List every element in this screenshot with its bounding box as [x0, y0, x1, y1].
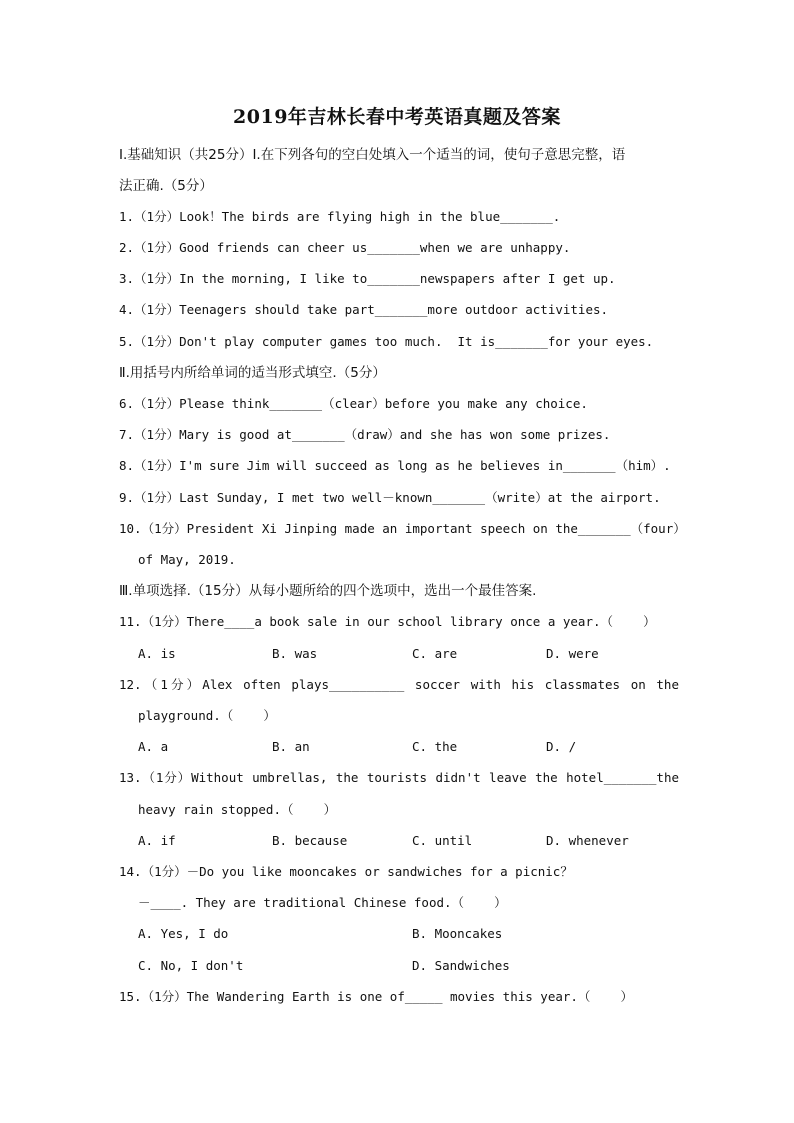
option-11a: A. is: [138, 646, 176, 661]
section1-heading-cont: 法正确.（5分）: [119, 178, 213, 194]
section2-heading: Ⅱ.用括号内所给单词的适当形式填空.（5分）: [119, 365, 386, 381]
question-14-cont: －____. They are traditional Chinese food.（ ）: [138, 895, 507, 910]
question-9: 9.（1分）Last Sunday, I met two well－known_______（write）at the airport.: [119, 490, 661, 505]
page-title: 2019年吉林长春中考英语真题及答案: [233, 106, 561, 128]
option-12d: D. /: [546, 739, 577, 754]
option-14d: D. Sandwiches: [412, 958, 510, 973]
option-12a: A. a: [138, 739, 169, 754]
question-5: 5.（1分）Don't play computer games too much. It is_______for your eyes.: [119, 334, 654, 349]
question-4: 4.（1分）Teenagers should take part_______more outdoor activities.: [119, 302, 609, 317]
option-13b: B. because: [272, 833, 348, 848]
question-13: 13.（1分）Without umbrellas, the tourists didn't leave the hotel_______the: [119, 770, 679, 785]
option-14b: B. Mooncakes: [412, 926, 503, 941]
question-6: 6.（1分）Please think_______（clear）before you make any choice.: [119, 396, 588, 411]
question-15: 15.（1分）The Wandering Earth is one of_____ movies this year.（ ）: [119, 989, 634, 1004]
question-1: 1.（1分）Look！The birds are flying high in the blue_______.: [119, 209, 561, 224]
question-14: 14.（1分）－Do you like mooncakes or sandwiches for a picnic？: [119, 864, 573, 879]
question-12: 12.（1分）Alex often plays__________ soccer with his classmates on the: [119, 677, 679, 692]
question-10-cont: of May, 2019.: [138, 552, 236, 567]
section3-heading: Ⅲ.单项选择.（15分）从每小题所给的四个选项中，选出一个最佳答案.: [119, 583, 537, 599]
section1-heading: I.基础知识（共25分）Ⅰ.在下列各句的空白处填入一个适当的词，使句子意思完整，语: [119, 147, 626, 163]
option-11b: B. was: [272, 646, 318, 661]
question-13-cont: heavy rain stopped.（ ）: [138, 802, 337, 817]
option-12b: B. an: [272, 739, 310, 754]
option-11c: C. are: [412, 646, 458, 661]
option-13d: D. whenever: [546, 833, 629, 848]
option-14c: C. No, I don't: [138, 958, 244, 973]
option-11d: D. were: [546, 646, 599, 661]
option-13a: A. if: [138, 833, 176, 848]
question-8: 8.（1分）I'm sure Jim will succeed as long as he believes in_______（him）.: [119, 458, 671, 473]
question-2: 2.（1分）Good friends can cheer us_______when we are unhappy.: [119, 240, 571, 255]
question-7: 7.（1分）Mary is good at_______（draw）and she has won some prizes.: [119, 427, 611, 442]
option-13c: C. until: [412, 833, 473, 848]
option-12c: C. the: [412, 739, 458, 754]
question-3: 3.（1分）In the morning, I like to_______newspapers after I get up.: [119, 271, 616, 286]
question-10: 10.（1分）President Xi Jinping made an important speech on the_______（four）: [119, 521, 686, 536]
option-14a: A. Yes, I do: [138, 926, 229, 941]
question-11: 11.（1分）There____a book sale in our school library once a year.（ ）: [119, 614, 656, 629]
question-12-cont: playground.（ ）: [138, 708, 276, 723]
